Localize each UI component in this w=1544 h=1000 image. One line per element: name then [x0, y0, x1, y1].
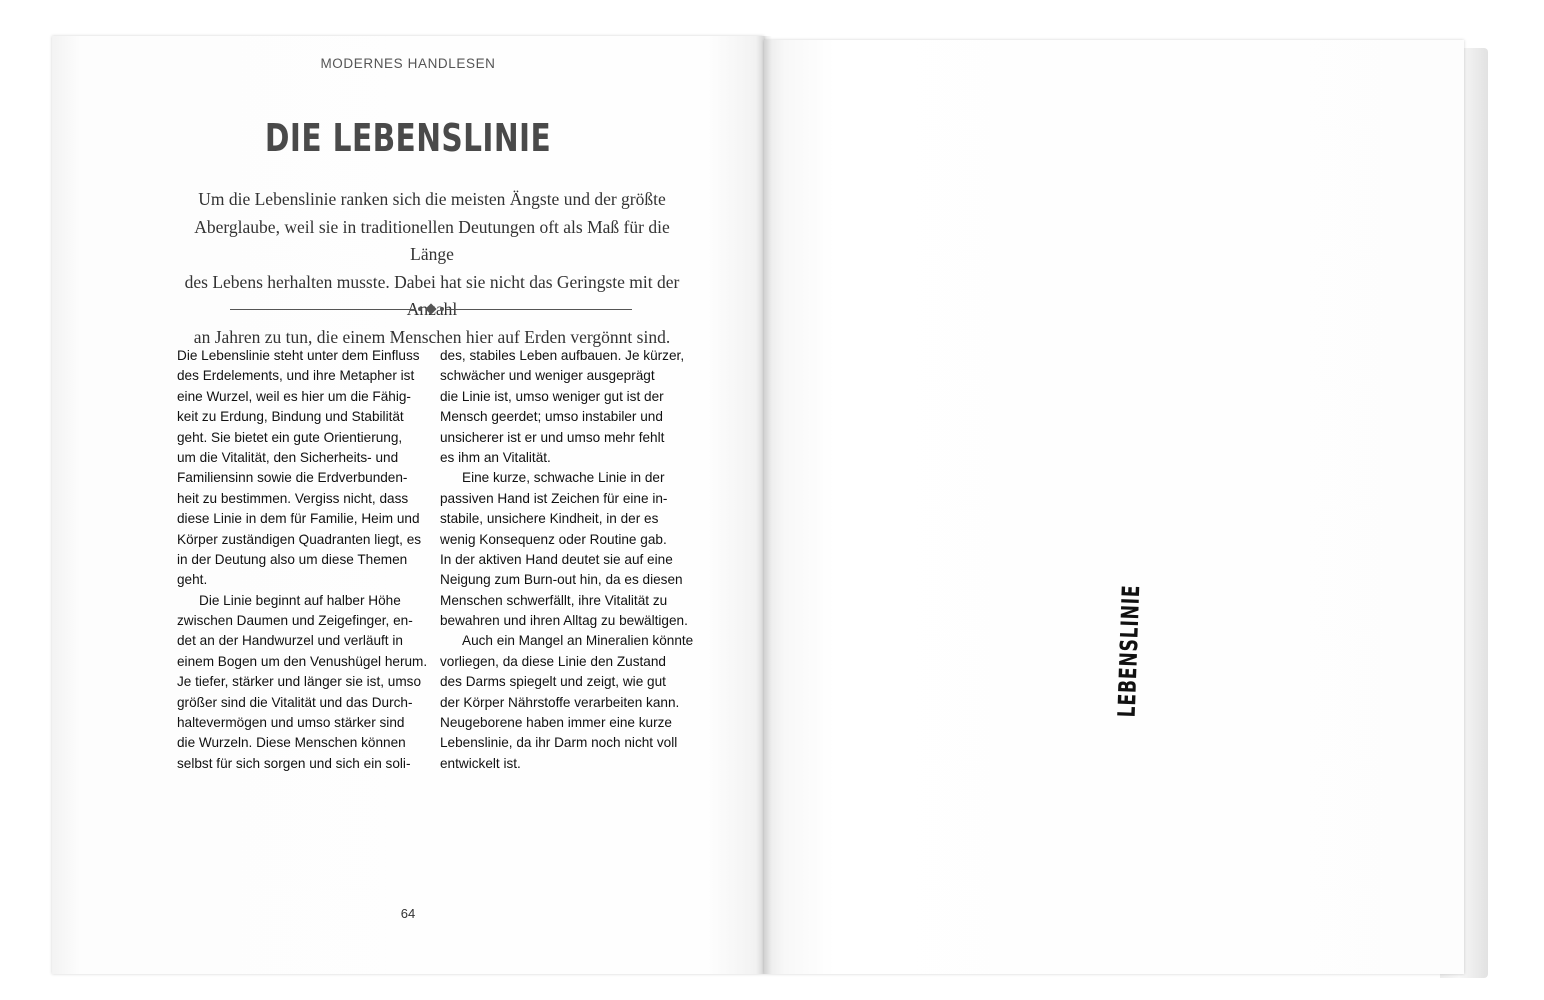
intro-line: Um die Lebenslinie ranken sich die meisten Ängste und der größte [198, 189, 666, 209]
body-line: haltevermögen und umso stärker sind [177, 715, 405, 731]
vertical-title [1112, 558, 1146, 743]
body-line: diese Linie in dem für Familie, Heim und [177, 511, 420, 527]
body-line: unsicherer ist er und umso mehr fehlt [440, 429, 665, 445]
body-line: Familiensinn sowie die Erdverbunden- [177, 470, 408, 486]
intro-line: des Lebens herhalten musste. Dabei hat sie nicht das Geringste mit der [184, 271, 680, 292]
body-line: es ihm an Vitalität. [440, 449, 551, 465]
body-line: passiven Hand ist Zeichen für eine in- [440, 490, 668, 506]
body-line: selbst für sich sorgen und sich ein soli- [177, 755, 411, 771]
vertical-title-text: LEBENSLINIE [1112, 584, 1146, 718]
body-line: Neigung zum Burn-out hin, da es diesen [440, 572, 683, 588]
body-line: Neugeborene haben immer eine kurze [440, 715, 672, 731]
body-line: größer sind die Vitalität und das Durch- [177, 694, 413, 710]
body-line: zwischen Daumen und Zeigefinger, en- [177, 613, 413, 629]
body-column-2 [440, 346, 694, 774]
left-page [52, 36, 764, 974]
body-line: geht. Sie bietet ein gute Orientierung, [177, 429, 403, 445]
body-column-1 [177, 346, 428, 774]
body-line: entwickelt ist. [440, 755, 521, 771]
body-line: eine Wurzel, weil es hier um die Fähig- [177, 388, 411, 404]
intro-paragraph [172, 186, 692, 351]
body-line: des Erdelements, und ihre Metapher ist [177, 368, 415, 384]
body-line: bewahren und ihren Alltag zu bewältigen. [440, 613, 688, 629]
right-page [764, 40, 1464, 974]
body-line: der Körper Nährstoffe verarbeiten kann. [440, 694, 680, 710]
intro-line: Aberglaube, weil sie in traditionellen Deutungen oft als Maß für die Länge [194, 216, 670, 264]
body-line: in der Deutung also um diese Themen [177, 551, 408, 567]
body-line: Die Linie beginnt auf halber Höhe [199, 592, 401, 608]
body-line: Eine kurze, schwache Linie in der [462, 470, 665, 486]
running-head: MODERNES HANDLESEN [320, 56, 496, 71]
body-line: vorliegen, da diese Linie den Zustand [440, 653, 666, 669]
body-line: Je tiefer, stärker und länger sie ist, umso [177, 674, 422, 690]
body-line: heit zu bestimmen. Vergiss nicht, dass [177, 490, 409, 506]
body-line: Körper zuständigen Quadranten liegt, es [177, 531, 422, 547]
body-line: Mensch geerdet; umso instabiler und [440, 409, 663, 425]
body-line: schwächer und weniger ausgeprägt [440, 368, 655, 384]
body-line: Auch ein Mangel an Mineralien könnte [462, 633, 694, 649]
body-line: wenig Konsequenz oder Routine gab. [440, 531, 667, 547]
ornament-divider [230, 304, 632, 314]
body-line: In der aktiven Hand deutet sie auf eine [440, 551, 673, 567]
book-gutter [756, 36, 772, 974]
body-line: geht. [177, 572, 208, 588]
intro-line: an Jahren zu tun, die einem Menschen hier auf Erden vergönnt sind. [193, 326, 671, 347]
body-line: Die Lebenslinie steht unter dem Einfluss [177, 348, 420, 363]
body-line: keit zu Erdung, Bindung und Stabilität [177, 409, 404, 425]
body-line: Menschen schwerfällt, ihre Vitalität zu [440, 592, 668, 608]
body-line: det an der Handwurzel und verläuft in [177, 633, 403, 649]
body-line: die Wurzeln. Diese Menschen können [177, 735, 406, 751]
chapter-title: DIE LEBENSLINIE [264, 116, 552, 160]
body-line: des, stabiles Leben aufbauen. Je kürzer, [440, 348, 685, 363]
body-line: die Linie ist, umso weniger gut ist der [440, 388, 664, 404]
body-line: stabile, unsichere Kindheit, in der es [440, 511, 659, 527]
body-line: einem Bogen um den Venushügel herum. [177, 653, 428, 669]
body-line: des Darms spiegelt und zeigt, wie gut [440, 674, 666, 690]
page-number: 64 [400, 906, 416, 921]
body-line: Lebenslinie, da ihr Darm noch nicht voll [440, 735, 678, 751]
body-line: um die Vitalität, den Sicherheits- und [177, 449, 399, 465]
